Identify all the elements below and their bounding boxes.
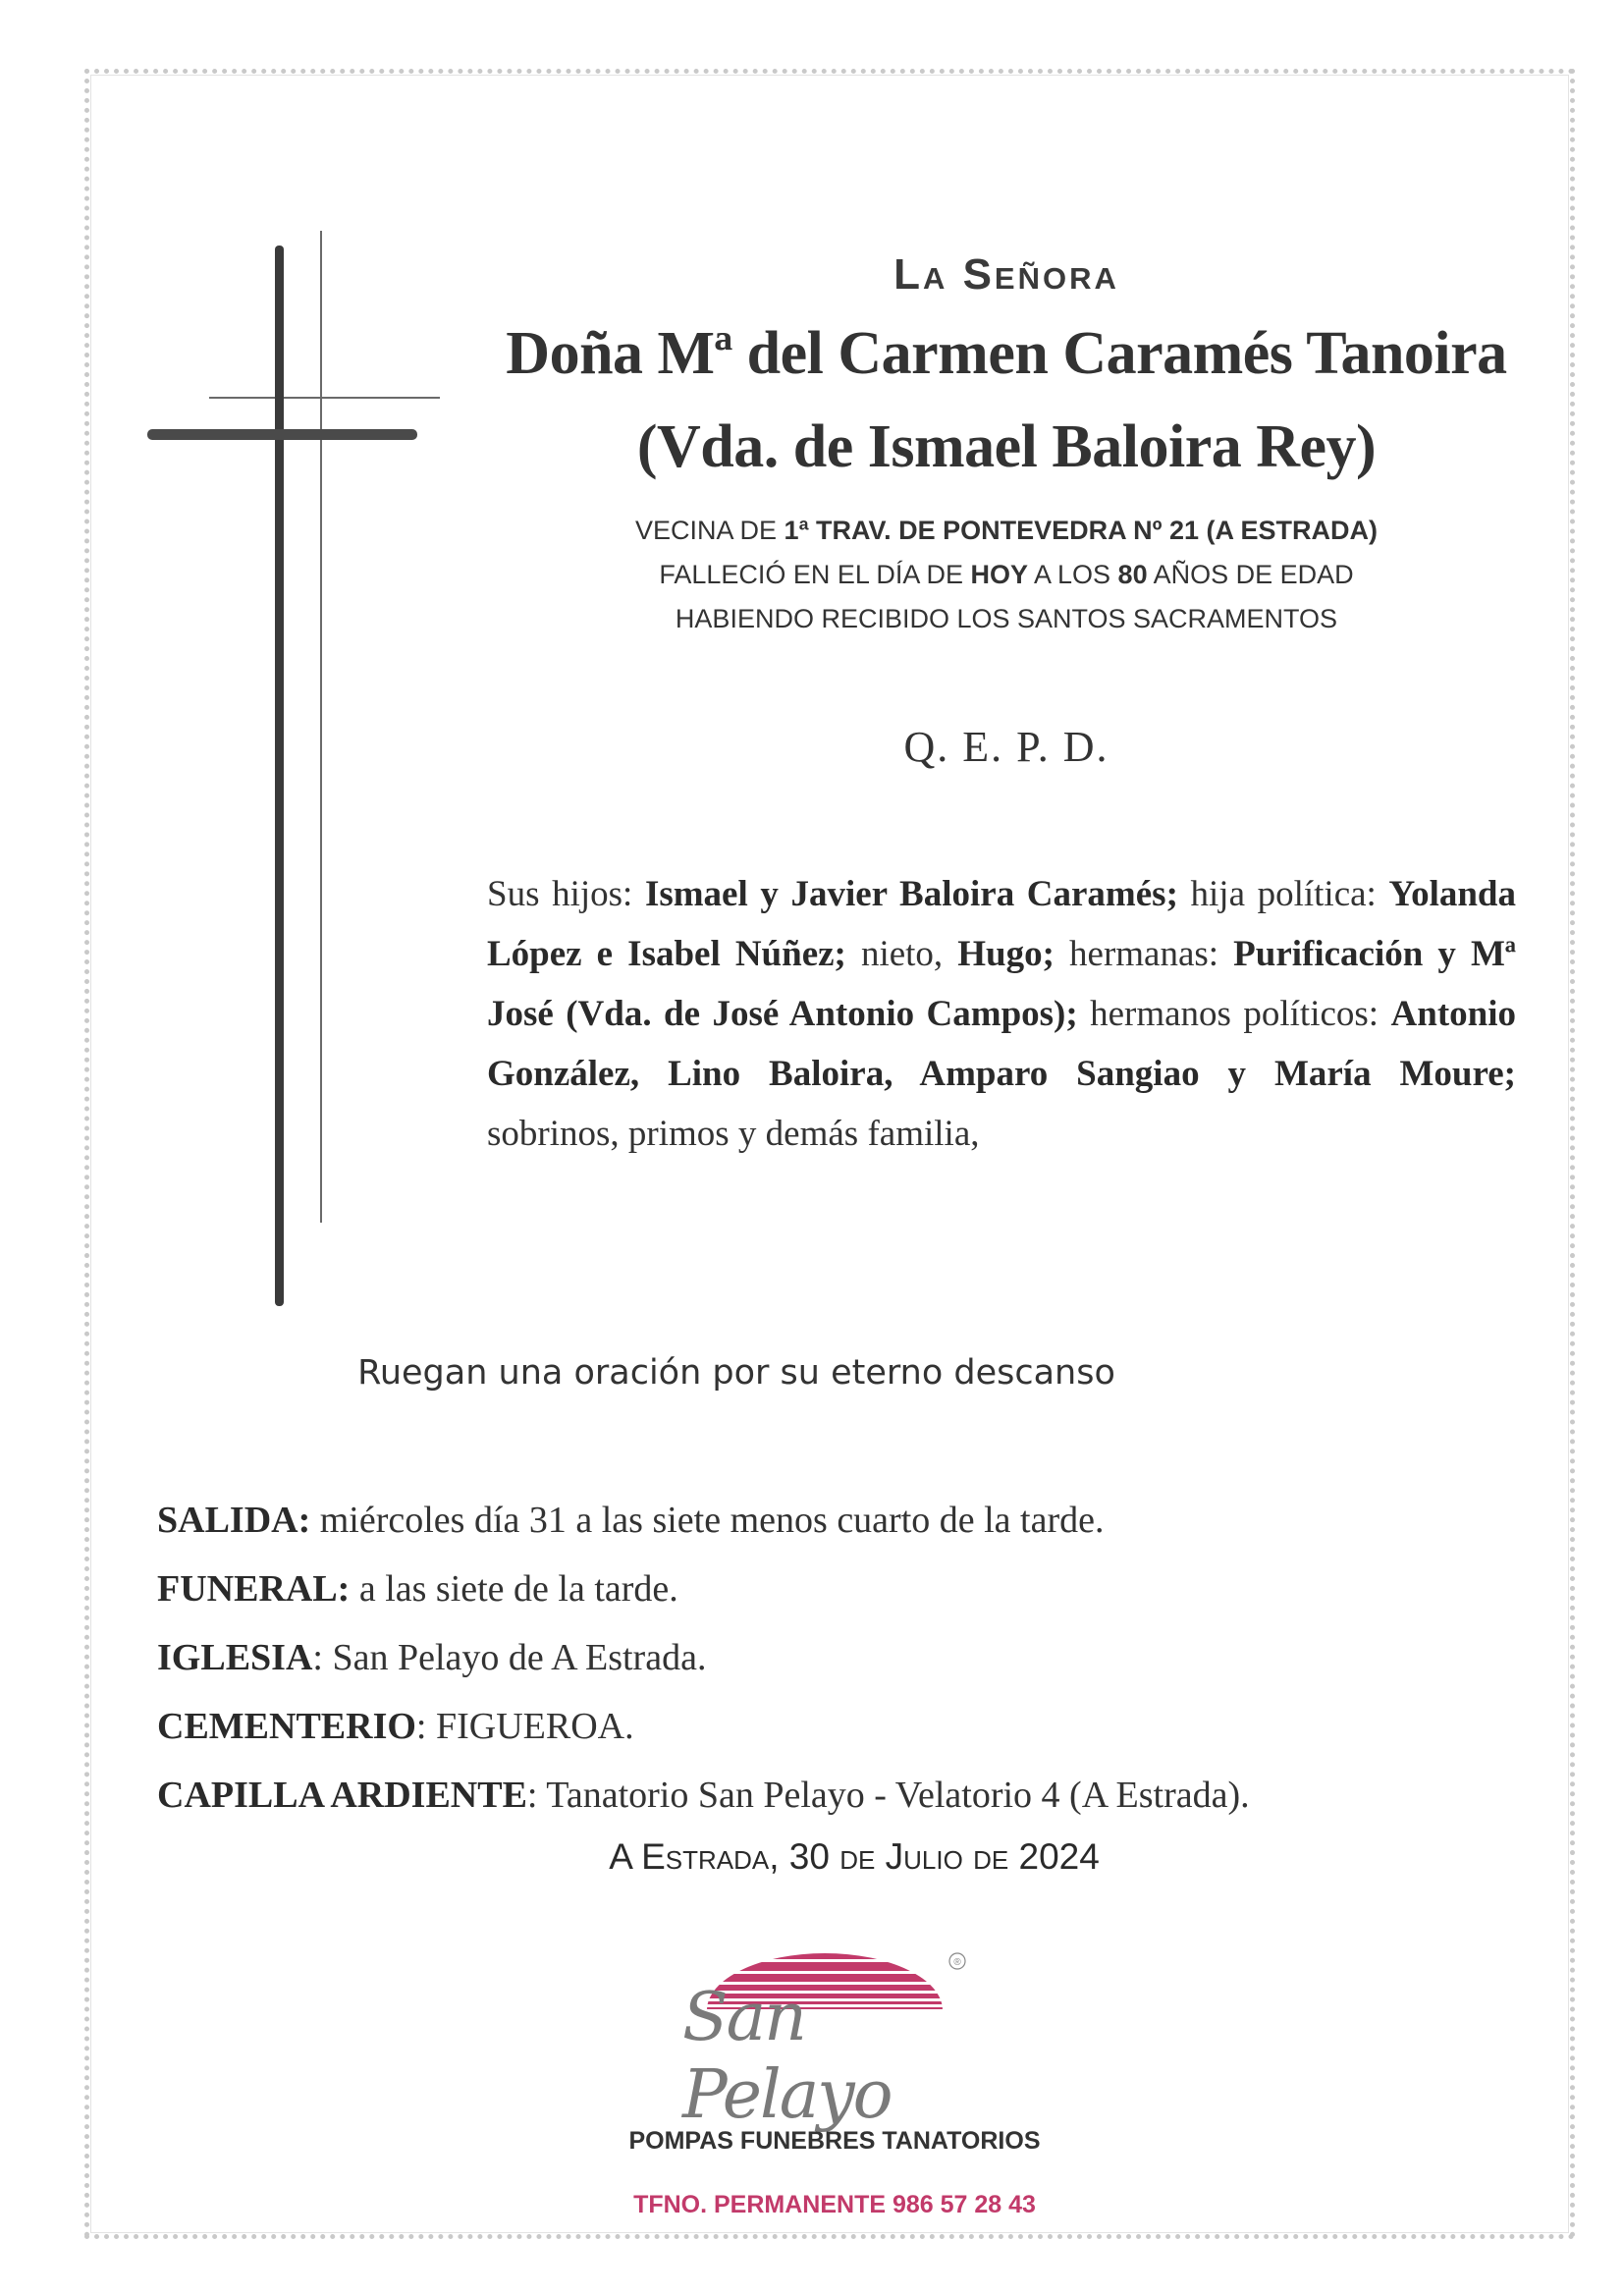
family-names: Ismael y Javier Baloira Caramés;: [644, 874, 1178, 914]
detail-label: SALIDA:: [157, 1500, 311, 1541]
logo-wordmark: San Pelayo: [682, 1979, 892, 2134]
company-phone: TFNO. PERMANENTE 986 57 28 43: [633, 2191, 1036, 2218]
company-tagline: POMPAS FUNEBRES TANATORIOS: [628, 2127, 1041, 2155]
detail-cementerio: [157, 1692, 1561, 1761]
residence-address: 1ª TRAV. DE PONTEVEDRA Nº 21 (A ESTRADA): [784, 516, 1378, 545]
sacraments-line: HABIENDO RECIBIDO LOS SANTOS SACRAMENTOS: [675, 604, 1338, 633]
cross-thin-vertical: [320, 231, 322, 1223]
detail-salida: [157, 1486, 1561, 1555]
title-la-senora: La Señora: [893, 250, 1119, 299]
detail-capilla: [157, 1761, 1561, 1830]
detail-funeral: [157, 1555, 1561, 1623]
detail-value: miércoles día 31 a las siete menos cuarto de la tarde.: [310, 1500, 1105, 1541]
detail-label: CEMENTERIO: [157, 1706, 416, 1747]
family-text: hermanas:: [1054, 934, 1234, 974]
deceased-name: Doña Mª del Carmen Caramés Tanoira: [506, 320, 1507, 387]
cross-main-horizontal: [147, 429, 417, 440]
residence-prefix: VECINA DE: [635, 516, 784, 545]
detail-value: : Tanatorio San Pelayo - Velatorio 4 (A Estrada).: [526, 1775, 1250, 1816]
family-paragraph: [487, 864, 1516, 1164]
death-suffix: AÑOS DE EDAD: [1147, 560, 1354, 589]
registered-mark: ®: [953, 1957, 961, 1968]
qepd: Q. E. P. D.: [903, 723, 1109, 771]
prayer-request: Ruegan una oración por su eterno descanso: [357, 1353, 1115, 1393]
funeral-details: [157, 1486, 1561, 1830]
family-text: Sus hijos:: [487, 874, 645, 914]
family-names: Yolanda López e Isabel Núñez;: [487, 874, 1517, 974]
detail-iglesia: [157, 1623, 1561, 1692]
family-names: Purificación y Mª José (Vda. de José Antonio Campos);: [487, 934, 1517, 1034]
place-date: A Estrada, 30 de Julio de 2024: [609, 1836, 1100, 1877]
detail-value: a las siete de la tarde.: [350, 1568, 678, 1610]
family-text: sobrinos, primos y demás familia,: [487, 1114, 980, 1154]
detail-value: : FIGUEROA.: [415, 1706, 634, 1747]
detail-label: IGLESIA: [157, 1637, 313, 1678]
death-line: [432, 560, 1581, 590]
death-mid: A LOS: [1027, 560, 1118, 589]
family-text: nieto,: [845, 934, 958, 974]
cross-thin-horizontal: [209, 397, 440, 399]
death-day: HOY: [970, 560, 1028, 589]
detail-value: : San Pelayo de A Estrada.: [312, 1637, 707, 1678]
death-prefix: FALLECIÓ EN EL DÍA DE: [659, 560, 971, 589]
detail-label: CAPILLA ARDIENTE: [157, 1775, 527, 1816]
detail-label: FUNERAL:: [157, 1568, 351, 1610]
death-age: 80: [1117, 560, 1148, 589]
family-names: Antonio González, Lino Baloira, Amparo Sangiao y María Moure;: [487, 994, 1516, 1094]
residence-line: [432, 516, 1581, 546]
cross-main-vertical: [275, 246, 284, 1306]
family-text: hermanos políticos:: [1077, 994, 1391, 1034]
widow-of: (Vda. de Ismael Baloira Rey): [636, 413, 1377, 480]
family-text: hija política:: [1177, 874, 1389, 914]
family-names: Hugo;: [957, 934, 1055, 974]
